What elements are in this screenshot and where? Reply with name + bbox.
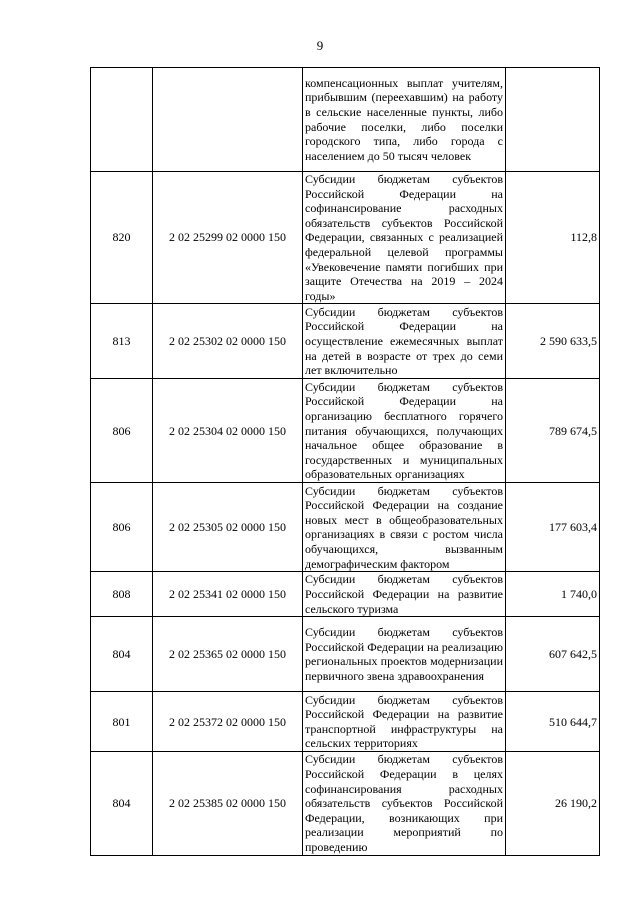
admin-code-cell: 820 [91, 172, 153, 304]
table-row [91, 172, 600, 304]
budget-code-cell: 2 02 25341 02 0000 150 [153, 572, 303, 617]
description-cell: Субсидии бюджетам субъектов Российской Федерации на осуществление ежемесячных выплат на детей в возрасте от трех до семи лет включительно [303, 304, 506, 379]
table-row [91, 572, 600, 617]
admin-code-cell: 806 [91, 483, 153, 572]
amount-cell: 26 190,2 [506, 752, 600, 855]
description-cell: Субсидии бюджетам субъектов Российской Федерации на создание новых мест в общеобразовательных организациях в связи с ростом числа обучающихся, вызванным демографическим фактором [303, 483, 506, 572]
description-cell: Субсидии бюджетам субъектов Российской Федерации в целях софинансирования расходных обязательств субъектов Российской Федерации, возникающих при реализации мероприятий по проведению [303, 752, 506, 855]
amount-cell: 112,8 [506, 172, 600, 304]
amount-cell: 789 674,5 [506, 379, 600, 483]
page-number: 9 [316, 38, 324, 53]
budget-code-cell: 2 02 25305 02 0000 150 [153, 483, 303, 572]
table-row [91, 68, 600, 172]
description-cell: Субсидии бюджетам субъектов Российской Федерации на организацию бесплатного горячего питания обучающихся, получающих начальное общее образование в государственных и муниципальных образовательных организациях [303, 379, 506, 483]
amount-cell: 177 603,4 [506, 483, 600, 572]
admin-code-cell: 801 [91, 692, 153, 752]
budget-code-cell: 2 02 25302 02 0000 150 [153, 304, 303, 379]
admin-code-cell: 813 [91, 304, 153, 379]
admin-code-cell: 804 [91, 752, 153, 855]
budget-code-cell: 2 02 25372 02 0000 150 [153, 692, 303, 752]
table-row [91, 617, 600, 692]
table-row [91, 752, 600, 855]
budget-code-cell: 2 02 25365 02 0000 150 [153, 617, 303, 692]
description-cell: Субсидии бюджетам субъектов Российской Федерации на реализацию региональных проектов модернизации первичного звена здравоохранения [303, 617, 506, 692]
table-row [91, 304, 600, 379]
amount-cell: 1 740,0 [506, 572, 600, 617]
budget-code-cell: 2 02 25304 02 0000 150 [153, 379, 303, 483]
description-cell: компенсационных выплат учителям, прибывшим (переехавшим) на работу в сельские населенные пункты, либо рабочие поселки, либо поселки городского типа, либо города с населением до 50 тысяч человек [303, 68, 506, 172]
table-row [91, 692, 600, 752]
amount-cell: 2 590 633,5 [506, 304, 600, 379]
budget-code-cell: 2 02 25385 02 0000 150 [153, 752, 303, 855]
description-cell: Субсидии бюджетам субъектов Российской Федерации на софинансирование расходных обязательств субъектов Российской Федерации, связанных с реализацией федеральной целевой программы «Увековечение памяти погибших при защите Отечества на 2019 – 2024 годы» [303, 172, 506, 304]
table-row [91, 483, 600, 572]
amount-cell: 607 642,5 [506, 617, 600, 692]
budget-table [90, 67, 600, 856]
description-cell: Субсидии бюджетам субъектов Российской Федерации на развитие сельского туризма [303, 572, 506, 617]
admin-code-cell: 804 [91, 617, 153, 692]
amount-cell: 510 644,7 [506, 692, 600, 752]
table-row [91, 379, 600, 483]
budget-code-cell: 2 02 25299 02 0000 150 [153, 172, 303, 304]
amount-cell [506, 68, 600, 172]
admin-code-cell [91, 68, 153, 172]
description-cell: Субсидии бюджетам субъектов Российской Федерации на развитие транспортной инфраструктуры на сельских территориях [303, 692, 506, 752]
admin-code-cell: 808 [91, 572, 153, 617]
admin-code-cell: 806 [91, 379, 153, 483]
budget-code-cell [153, 68, 303, 172]
